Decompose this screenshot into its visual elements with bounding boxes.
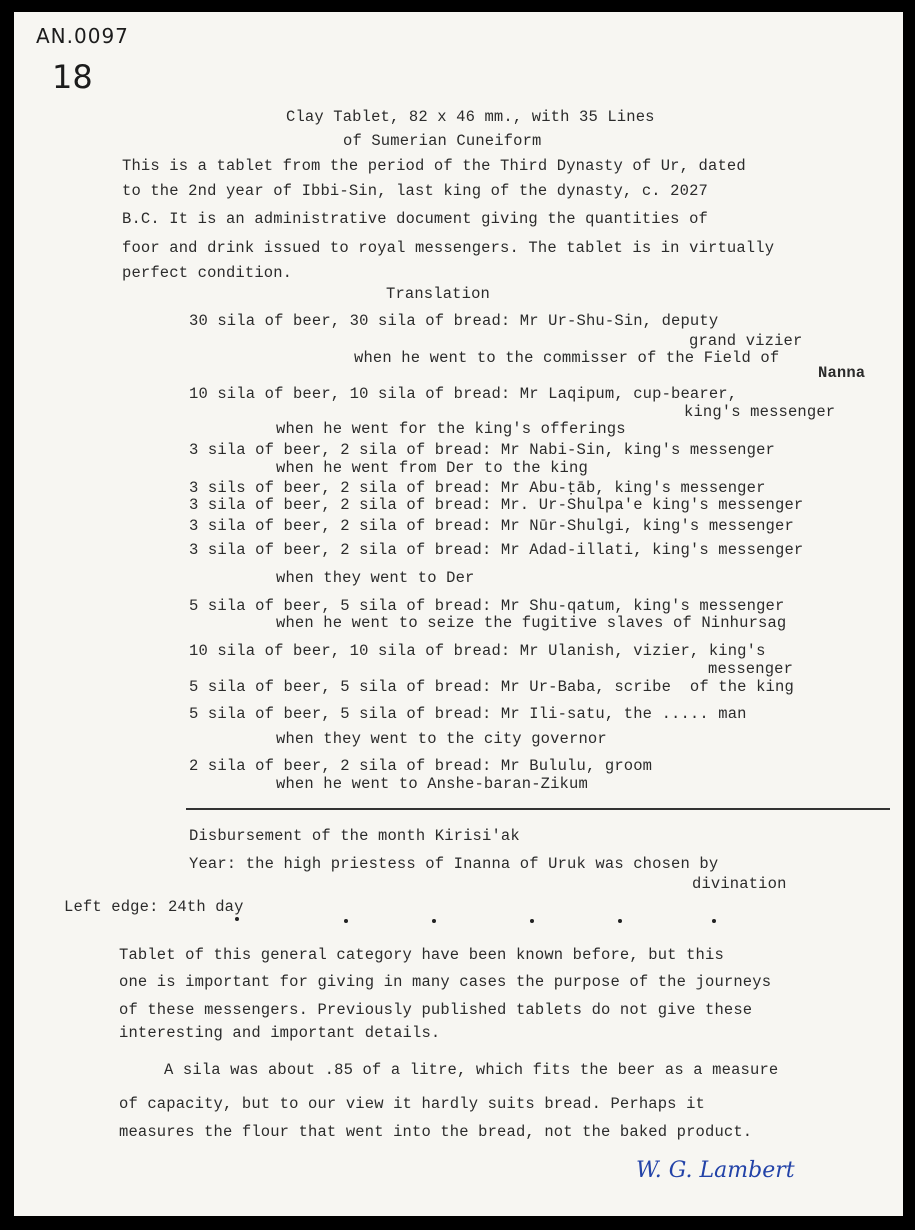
intro-line-5: perfect condition. [122, 264, 293, 282]
commentary-line: of capacity, but to our view it hardly suits bread. Perhaps it [119, 1095, 705, 1113]
translation-line: when he went to seize the fugitive slaves of Ninhursag [276, 614, 787, 632]
page-number: 18 [52, 58, 93, 96]
translation-line: 10 sila of beer, 10 sila of bread: Mr Laqipum, cup-bearer, [189, 385, 738, 403]
separator-dot [530, 919, 534, 923]
translation-line: 30 sila of beer, 30 sila of bread: Mr Ur-Shu-Sin, deputy [189, 312, 719, 330]
intro-line-4: foor and drink issued to royal messengers. The tablet is in virtually [122, 239, 775, 257]
heading-line-1: Clay Tablet, 82 x 46 mm., with 35 Lines [286, 108, 655, 126]
commentary-line: of these messengers. Previously published tablets do not give these [119, 1001, 753, 1019]
translation-line: 10 sila of beer, 10 sila of bread: Mr Ulanish, vizier, king's [189, 642, 766, 660]
typed-document-page [14, 12, 903, 1216]
horizontal-rule [186, 808, 890, 810]
translation-line: Nanna [818, 364, 866, 382]
catalog-number: AN.0097 [36, 24, 129, 48]
translation-line: when he went for the king's offerings [276, 420, 626, 438]
translation-heading: Translation [386, 285, 490, 303]
translation-line: when he went to Anshe-baran-Zikum [276, 775, 588, 793]
translation-line: 2 sila of beer, 2 sila of bread: Mr Bululu, groom [189, 757, 653, 775]
intro-line-3: B.C. It is an administrative document giving the quantities of [122, 210, 708, 228]
translation-line: when he went to the commisser of the Field of [354, 349, 780, 367]
disbursement-line: Disbursement of the month Kirisi'ak [189, 827, 520, 845]
translation-line: messenger [708, 660, 794, 678]
intro-line-1: This is a tablet from the period of the Third Dynasty of Ur, dated [122, 157, 746, 175]
translation-line: 3 sila of beer, 2 sila of bread: Mr Adad-illati, king's messenger [189, 541, 804, 559]
year-line: Year: the high priestess of Inanna of Uruk was chosen by [189, 855, 719, 873]
translation-line: 3 sila of beer, 2 sila of bread: Mr Nūr-Shulgi, king's messenger [189, 517, 794, 535]
translation-line: when he went from Der to the king [276, 459, 588, 477]
translation-line: king's messenger [684, 403, 836, 421]
separator-dot [432, 919, 436, 923]
commentary-line: measures the flour that went into the bread, not the baked product. [119, 1123, 753, 1141]
translation-line: 5 sila of beer, 5 sila of bread: Mr Shu-qatum, king's messenger [189, 597, 785, 615]
intro-line-2: to the 2nd year of Ibbi-Sin, last king of the dynasty, c. 2027 [122, 182, 708, 200]
translation-line: grand vizier [689, 332, 803, 350]
translation-line: 5 sila of beer, 5 sila of bread: Mr Ili-satu, the ..... man [189, 705, 747, 723]
translation-line: 5 sila of beer, 5 sila of bread: Mr Ur-Baba, scribe of the king [189, 678, 794, 696]
commentary-line: interesting and important details. [119, 1024, 441, 1042]
commentary-line: one is important for giving in many cases the purpose of the journeys [119, 973, 772, 991]
translation-line: 3 sila of beer, 2 sila of bread: Mr Nabi-Sin, king's messenger [189, 441, 775, 459]
separator-dot [618, 919, 622, 923]
separator-dot [712, 919, 716, 923]
translation-line: when they went to the city governor [276, 730, 607, 748]
year-line-continued: divination [692, 875, 787, 893]
signature: W. G. Lambert [636, 1158, 795, 1183]
separator-dot [344, 919, 348, 923]
commentary-line: A sila was about .85 of a litre, which fits the beer as a measure [164, 1061, 779, 1079]
commentary-line: Tablet of this general category have been known before, but this [119, 946, 724, 964]
translation-line: 3 sils of beer, 2 sila of bread: Mr Abu-ṭāb, king's messenger [189, 479, 766, 497]
translation-line: 3 sila of beer, 2 sila of bread: Mr. Ur-Shulpa'e king's messenger [189, 496, 804, 514]
left-edge-line: Left edge: 24th day [64, 898, 244, 916]
separator-dot [235, 917, 239, 921]
translation-line: when they went to Der [276, 569, 475, 587]
heading-line-2: of Sumerian Cuneiform [343, 132, 542, 150]
